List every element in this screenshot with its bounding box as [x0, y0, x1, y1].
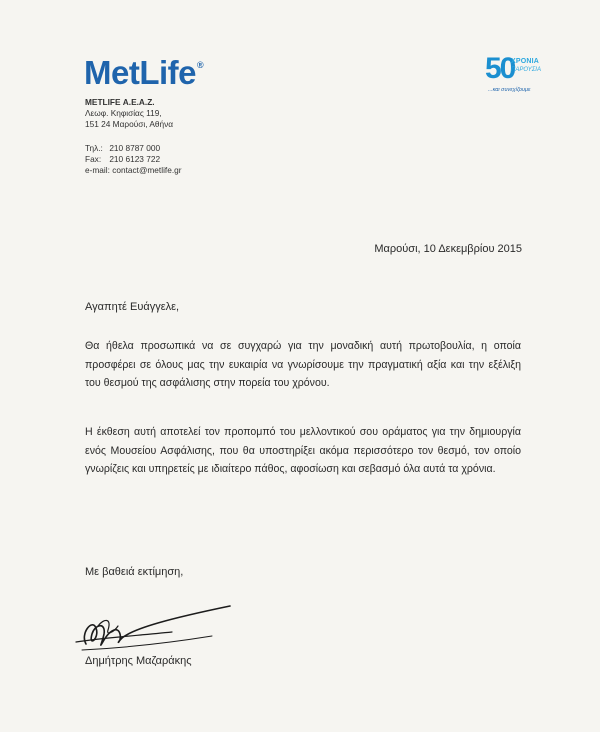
phone-value: 210 8787 000: [109, 143, 161, 153]
fax-row: [85, 154, 182, 165]
company-contacts: [85, 143, 182, 177]
closing-line: Με βαθειά εκτίμηση,: [85, 566, 184, 578]
anniversary-tagline: ...και συνεχίζουμε: [488, 87, 531, 93]
registered-mark: ®: [197, 60, 204, 70]
metlife-logo: [84, 54, 203, 92]
brand-name: MetLife: [84, 54, 196, 91]
body-paragraph-1: Θα ήθελα προσωπικά να σε συγχαρώ για την μοναδική αυτή πρωτοβουλία, η οποία προσφέρει σε όλους μας την ευκαιρία να γνωρίσουμε την πραγματική αξία και την εξέλιξη του θεσμού της ασφάλισης στην πορεία του χρόνου.: [85, 340, 521, 389]
fax-label: Fax:: [85, 154, 102, 165]
anniversary-years: ΧΡΟΝΙΑ: [511, 58, 540, 65]
company-address: [85, 97, 173, 131]
phone-row: [85, 143, 182, 154]
salutation: Αγαπητέ Ευάγγελε,: [85, 301, 180, 313]
phone-label: Τηλ.:: [85, 143, 103, 153]
anniversary-number: 50: [485, 52, 515, 85]
company-name: METLIFE Α.Ε.Α.Ζ.: [85, 97, 155, 107]
fax-value: 210 6123 722: [109, 154, 161, 165]
anniversary-logo: [483, 52, 549, 96]
handwritten-signature: [62, 604, 242, 660]
email-label: e-mail:: [85, 165, 110, 176]
body-paragraph-2: Η έκθεση αυτή αποτελεί τον προπομπό του μελλοντικού σου οράματος για την δημιουργία ενός Μουσείου Ασφάλισης, που θα υποστηρίξει ακόμα περισσότερο τον θεσμό, τον οποίο γνωρίζεις και υπηρετείς με ιδιαίτερο πάθος, αφοσίωση και σεβασμό όλα αυτά τα χρόνια.: [85, 426, 521, 475]
email-row: [85, 165, 182, 176]
email-value: contact@metlife.gr: [112, 165, 182, 176]
address-line-1: Λεωφ. Κηφισίας 119,: [85, 108, 162, 119]
letter-date: Μαρούσι, 10 Δεκεμβρίου 2015: [374, 243, 522, 255]
anniversary-sub: ΠΑΡΟΥΣΙΑ: [511, 67, 541, 73]
signer-name: Δημήτρης Μαζαράκης: [85, 655, 192, 667]
address-line-2: 151 24 Μαρούσι, Αθήνα: [85, 119, 174, 130]
